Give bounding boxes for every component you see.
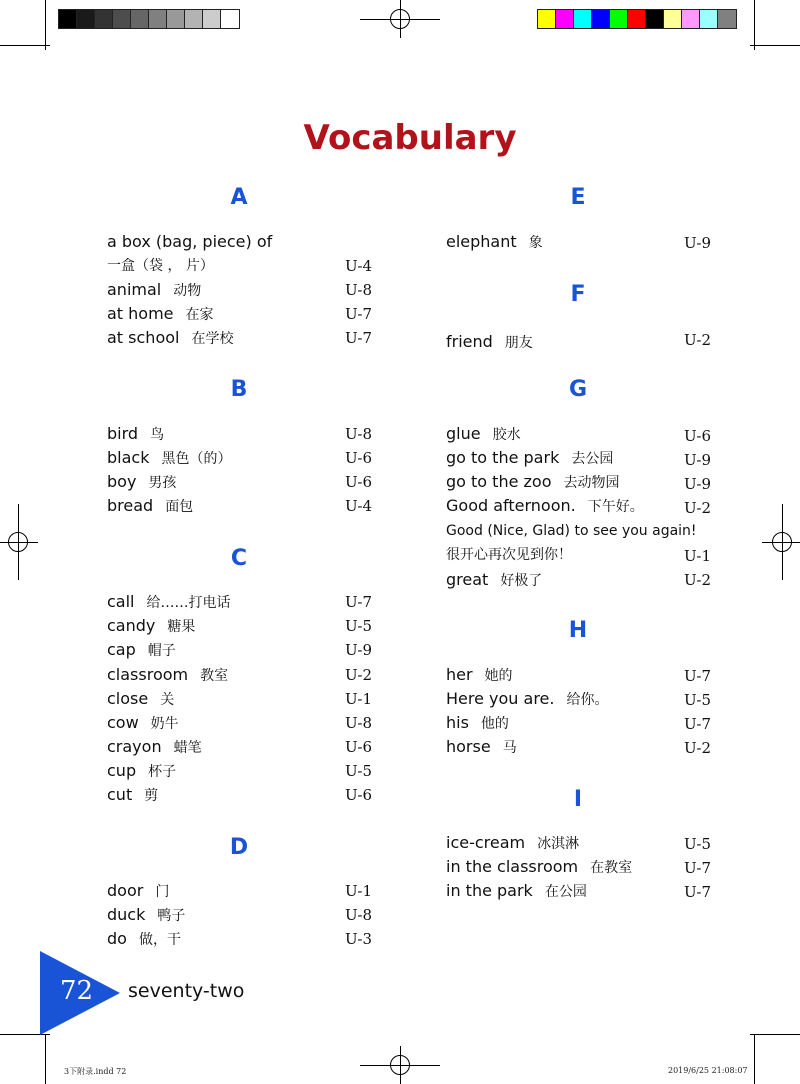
section-letter-a: A	[230, 185, 248, 210]
page-number: 72	[60, 976, 94, 1006]
list-item: horse 马	[446, 737, 517, 756]
unit-ref: U-4	[345, 257, 372, 275]
list-item: his 他的	[446, 713, 509, 732]
unit-ref: U-1	[345, 690, 372, 708]
section-letter-b: B	[230, 377, 248, 402]
unit-ref: U-2	[684, 331, 711, 349]
unit-ref: U-9	[684, 451, 711, 469]
list-item: great 好极了	[446, 570, 543, 589]
list-item: door 门	[107, 881, 170, 900]
color-swatch	[556, 10, 574, 28]
color-swatch	[592, 10, 610, 28]
gray-swatch	[59, 10, 77, 28]
list-item: classroom 教室	[107, 665, 229, 684]
list-item: cap 帽子	[107, 640, 176, 659]
color-swatch	[682, 10, 700, 28]
gray-swatch	[203, 10, 221, 28]
gray-swatch	[167, 10, 185, 28]
slug-filename: 3下附录.indd 72	[64, 1067, 127, 1076]
unit-ref: U-1	[684, 547, 711, 565]
unit-ref: U-8	[345, 281, 372, 299]
list-item: 很开心再次见到你！	[446, 547, 572, 563]
unit-ref: U-9	[684, 234, 711, 252]
list-item: close 关	[107, 689, 175, 708]
section-letter-h: H	[568, 618, 588, 643]
unit-ref: U-7	[684, 667, 711, 685]
unit-ref: U-7	[684, 883, 711, 901]
list-item: Good afternoon. 下午好。	[446, 496, 644, 515]
gray-swatch	[77, 10, 95, 28]
list-item: boy 男孩	[107, 472, 177, 491]
unit-ref: U-6	[345, 473, 372, 491]
section-letter-e: E	[570, 185, 586, 210]
list-item: glue 胶水	[446, 424, 521, 443]
list-item: ice-cream 冰淇淋	[446, 833, 580, 852]
unit-ref: U-5	[345, 762, 372, 780]
list-item: cup 杯子	[107, 761, 177, 780]
color-swatch	[718, 10, 736, 28]
list-item: 一盒（袋 ， 片）	[107, 258, 214, 274]
list-item: cut 剪	[107, 785, 159, 804]
section-letter-f: F	[570, 282, 586, 307]
list-item: bird 鸟	[107, 424, 165, 443]
list-item: cow 奶牛	[107, 713, 179, 732]
unit-ref: U-2	[345, 666, 372, 684]
unit-ref: U-6	[684, 427, 711, 445]
list-item: do 做，干	[107, 929, 181, 948]
unit-ref: U-7	[345, 305, 372, 323]
color-swatch	[538, 10, 556, 28]
color-swatch	[664, 10, 682, 28]
color-swatch	[628, 10, 646, 28]
unit-ref: U-7	[684, 859, 711, 877]
list-item: black 黑色（的）	[107, 448, 232, 467]
list-item: crayon 蜡笔	[107, 737, 202, 756]
unit-ref: U-7	[345, 329, 372, 347]
list-item: her 她的	[446, 665, 513, 684]
unit-ref: U-4	[345, 497, 372, 515]
unit-ref: U-6	[345, 449, 372, 467]
unit-ref: U-2	[684, 571, 711, 589]
list-item: at home 在家	[107, 304, 214, 323]
list-item: a box (bag, piece) of	[107, 232, 273, 251]
list-item: at school 在学校	[107, 328, 234, 347]
unit-ref: U-6	[345, 738, 372, 756]
unit-ref: U-7	[684, 715, 711, 733]
section-letter-d: D	[229, 835, 249, 860]
color-swatch	[574, 10, 592, 28]
list-item: bread 面包	[107, 496, 194, 515]
gray-swatch	[185, 10, 203, 28]
unit-ref: U-5	[345, 617, 372, 635]
process-color-bar	[537, 9, 737, 29]
section-letter-i: I	[573, 787, 583, 812]
unit-ref: U-9	[684, 475, 711, 493]
unit-ref: U-1	[345, 882, 372, 900]
unit-ref: U-8	[345, 425, 372, 443]
list-item: friend 朋友	[446, 332, 533, 351]
list-item: in the classroom 在教室	[446, 857, 633, 876]
list-item: duck 鸭子	[107, 905, 186, 924]
list-item: in the park 在公园	[446, 881, 587, 900]
list-item: Here you are. 给你。	[446, 689, 609, 708]
list-item: elephant 象	[446, 232, 543, 251]
gray-swatch	[221, 10, 239, 28]
unit-ref: U-7	[345, 593, 372, 611]
gray-swatch	[149, 10, 167, 28]
gray-color-bar	[58, 9, 240, 29]
unit-ref: U-3	[345, 930, 372, 948]
slug-datetime: 2019/6/25 21:08:07	[668, 1066, 748, 1075]
unit-ref: U-6	[345, 786, 372, 804]
unit-ref: U-8	[345, 714, 372, 732]
unit-ref: U-2	[684, 499, 711, 517]
section-letter-c: C	[230, 546, 248, 571]
list-item: go to the zoo 去动物园	[446, 472, 620, 491]
list-item: call 给……打电话	[107, 592, 231, 611]
color-swatch	[610, 10, 628, 28]
unit-ref: U-5	[684, 835, 711, 853]
list-item: go to the park 去公园	[446, 448, 614, 467]
unit-ref: U-2	[684, 739, 711, 757]
unit-ref: U-5	[684, 691, 711, 709]
page-title: Vocabulary	[303, 118, 517, 158]
unit-ref: U-9	[345, 641, 372, 659]
list-item: Good (Nice, Glad) to see you again!	[446, 523, 697, 539]
color-swatch	[700, 10, 718, 28]
page-number-words: seventy-two	[128, 980, 245, 1002]
gray-swatch	[95, 10, 113, 28]
section-letter-g: G	[568, 377, 588, 402]
gray-swatch	[131, 10, 149, 28]
unit-ref: U-8	[345, 906, 372, 924]
gray-swatch	[113, 10, 131, 28]
color-swatch	[646, 10, 664, 28]
list-item: candy 糖果	[107, 616, 196, 635]
list-item: animal 动物	[107, 280, 202, 299]
